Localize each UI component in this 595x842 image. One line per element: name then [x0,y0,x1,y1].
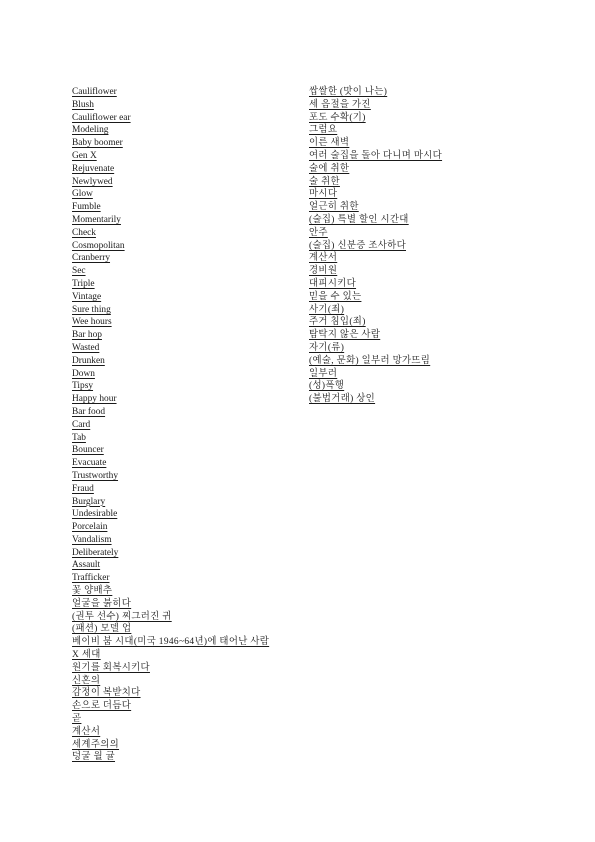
left-word-13: Cosmopolitan [72,240,125,251]
left-word-22: Drunken [72,355,105,366]
left-word-12: Check [72,227,96,238]
left-word-8: Newlywed [72,176,113,187]
left-word-18: Sure thing [72,304,111,315]
left-word-41: 얼굴을 붉히다 [72,598,132,609]
left-word-2: Blush [72,99,94,110]
left-word-14: Cranberry [72,253,111,264]
left-word-3: Cauliflower ear [72,112,131,123]
right-word-3: 포도 수확(기) [309,112,366,123]
left-word-27: Card [72,419,91,430]
right-word-16: 대피시키다 [309,278,357,289]
left-word-35: Porcelain [72,522,108,533]
left-word-1: Cauliflower [72,87,117,97]
left-word-9: Glow [72,189,93,200]
left-word-37: Deliberately [72,547,119,558]
right-word-5: 이른 새벽 [309,138,350,149]
right-word-21: 자기(류) [309,342,345,353]
left-word-19: Wee hours [72,317,112,328]
left-word-23: Down [72,368,95,379]
left-word-40: 꽃 양배추 [72,586,113,597]
left-word-16: Triple [72,278,95,289]
right-word-13: (술집) 신분증 조사하다 [309,240,406,251]
right-word-8: 술 취한 [309,176,340,187]
left-word-36: Vandalism [72,534,112,545]
right-word-24: (성)폭행 [309,381,345,392]
right-word-2: 세 음절을 가진 [309,99,371,110]
left-word-46: 원기를 회복시키다 [72,662,150,673]
left-word-34: Undesirable [72,509,118,520]
left-word-17: Vintage [72,291,102,302]
right-word-22: (예술, 문화) 일부러 망가뜨림 [309,355,431,366]
right-word-23: 일부러 [309,368,338,379]
right-word-18: 사기(죄) [309,304,345,315]
left-word-33: Burglary [72,496,106,507]
left-word-52: 세계주의의 [72,739,120,750]
left-word-6: Gen X [72,150,97,161]
right-word-20: 탐탁지 않은 사람 [309,330,381,341]
left-word-44: 베이비 붐 시대(미국 1946~64년)에 태어난 사람 [72,637,270,648]
right-word-19: 주거 침입(죄) [309,317,366,328]
left-word-42: (권투 선수) 찌그러진 귀 [72,611,172,622]
left-word-49: 손으로 더듬다 [72,701,132,712]
left-word-32: Fraud [72,483,94,494]
left-word-24: Tipsy [72,381,94,392]
right-word-15: 경비원 [309,266,338,277]
left-word-45: X 세대 [72,650,101,661]
right-word-4: 그럼요 [309,125,338,136]
left-word-25: Happy hour [72,394,117,405]
left-word-10: Fumble [72,202,101,213]
left-column [72,86,297,764]
left-word-51: 계산서 [72,726,101,737]
left-word-39: Trafficker [72,573,110,584]
right-column [309,86,579,406]
right-word-9: 마시다 [309,189,338,200]
left-word-21: Wasted [72,342,100,353]
left-word-4: Modeling [72,125,109,136]
right-word-6: 여러 술집을 돌아 다니며 마시다 [309,150,443,161]
right-word-17: 믿을 수 있는 [309,291,362,302]
left-word-28: Tab [72,432,86,443]
left-word-38: Assault [72,560,101,571]
left-word-31: Trustworthy [72,470,119,481]
left-word-29: Bouncer [72,445,104,456]
left-word-47: 신혼의 [72,675,101,686]
left-word-5: Baby boomer [72,138,123,149]
left-word-15: Sec [72,266,86,277]
left-word-26: Bar food [72,406,106,417]
right-word-12: 안주 [309,227,328,238]
right-word-25: (불법거래) 상인 [309,394,376,405]
right-word-11: (술집) 특별 할인 시간대 [309,214,409,225]
left-word-20: Bar hop [72,330,102,341]
left-word-50: 곧 [72,714,82,725]
left-word-48: 감정이 복받치다 [72,688,141,699]
left-word-43: (패션) 모델 업 [72,624,132,635]
left-word-53: 덩굴 월 귤 [72,752,116,763]
right-word-1: 쌉쌀한 (맛이 나는) [309,87,388,97]
left-word-7: Rejuvenate [72,163,115,174]
right-word-10: 얼근히 취한 [309,202,359,213]
right-word-7: 술에 취한 [309,163,350,174]
left-word-11: Momentarily [72,214,121,225]
left-word-30: Evacuate [72,458,107,469]
right-word-14: 계산서 [309,253,338,264]
